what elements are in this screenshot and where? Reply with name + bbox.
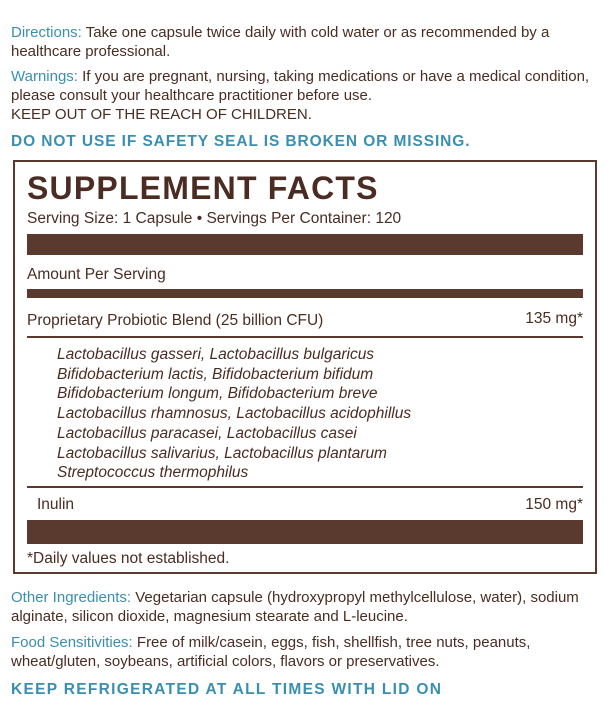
blend-amount: 135 mg*: [525, 310, 583, 327]
food-sensitivities-paragraph: [11, 633, 607, 671]
amount-per-serving: Amount Per Serving: [27, 266, 166, 283]
bottom-divider: [27, 520, 583, 544]
directions-text: Take one capsule twice daily with cold water or as recommended by a healthcare professional.: [11, 24, 550, 60]
facts-title: SUPPLEMENT FACTS: [27, 170, 379, 206]
inulin-amount: 150 mg*: [525, 496, 583, 513]
other-ingredients-label: Other Ingredients:: [11, 589, 132, 606]
storage-notice: KEEP REFRIGERATED AT ALL TIMES WITH LID ON: [11, 681, 443, 698]
inulin-divider: [27, 486, 583, 488]
seal-notice: DO NOT USE IF SAFETY SEAL IS BROKEN OR MISSING.: [11, 133, 471, 150]
daily-values-footnote: *Daily values not established.: [27, 550, 230, 567]
other-ingredients-text: Vegetarian capsule (hydroxypropyl methylcellulose, water), sodium alginate, silicon dioxide, magnesium stearate and L-leucine.: [11, 589, 579, 625]
strain-line: Bifidobacterium lactis, Bifidobacterium bifidum: [57, 365, 374, 383]
directions-label: Directions:: [11, 24, 82, 41]
strain-line: Lactobacillus paracasei, Lactobacillus casei: [57, 424, 357, 442]
strain-list: [57, 345, 411, 483]
warnings-label: Warnings:: [11, 68, 78, 85]
other-ingredients-paragraph: [11, 588, 607, 626]
inulin-name: Inulin: [37, 496, 75, 513]
food-sensitivities-label: Food Sensitivities:: [11, 634, 133, 651]
strain-line: Lactobacillus rhamnosus, Lactobacillus acidophillus: [57, 405, 412, 423]
blend-divider: [27, 336, 583, 338]
strain-line: Lactobacillus salivarius, Lactobacillus plantarum: [57, 444, 387, 462]
serving-info: Serving Size: 1 Capsule • Servings Per Container: 120: [27, 210, 402, 227]
supplement-facts-panel: [13, 160, 597, 574]
food-sensitivities-text: Free of milk/casein, eggs, fish, shellfish, tree nuts, peanuts, wheat/gluten, soybeans, artificial colors, flavors or preservatives.: [11, 634, 531, 670]
strain-line: Streptococcus thermophilus: [57, 464, 249, 482]
warnings-paragraph: [11, 67, 607, 105]
blend-name: Proprietary Probiotic Blend (25 billion CFU): [27, 312, 324, 329]
thick-divider: [27, 234, 583, 255]
strain-line: Bifidobacterium longum, Bifidobacterium breve: [57, 385, 378, 403]
directions-paragraph: [11, 23, 607, 61]
warnings-text: If you are pregnant, nursing, taking medications or have a medical condition, please consult your healthcare practitioner before use.: [11, 68, 590, 104]
strain-line: Lactobacillus gasseri, Lactobacillus bulgaricus: [57, 346, 375, 363]
keep-out-notice: KEEP OUT OF THE REACH OF CHILDREN.: [11, 106, 312, 123]
medium-divider: [27, 289, 583, 298]
